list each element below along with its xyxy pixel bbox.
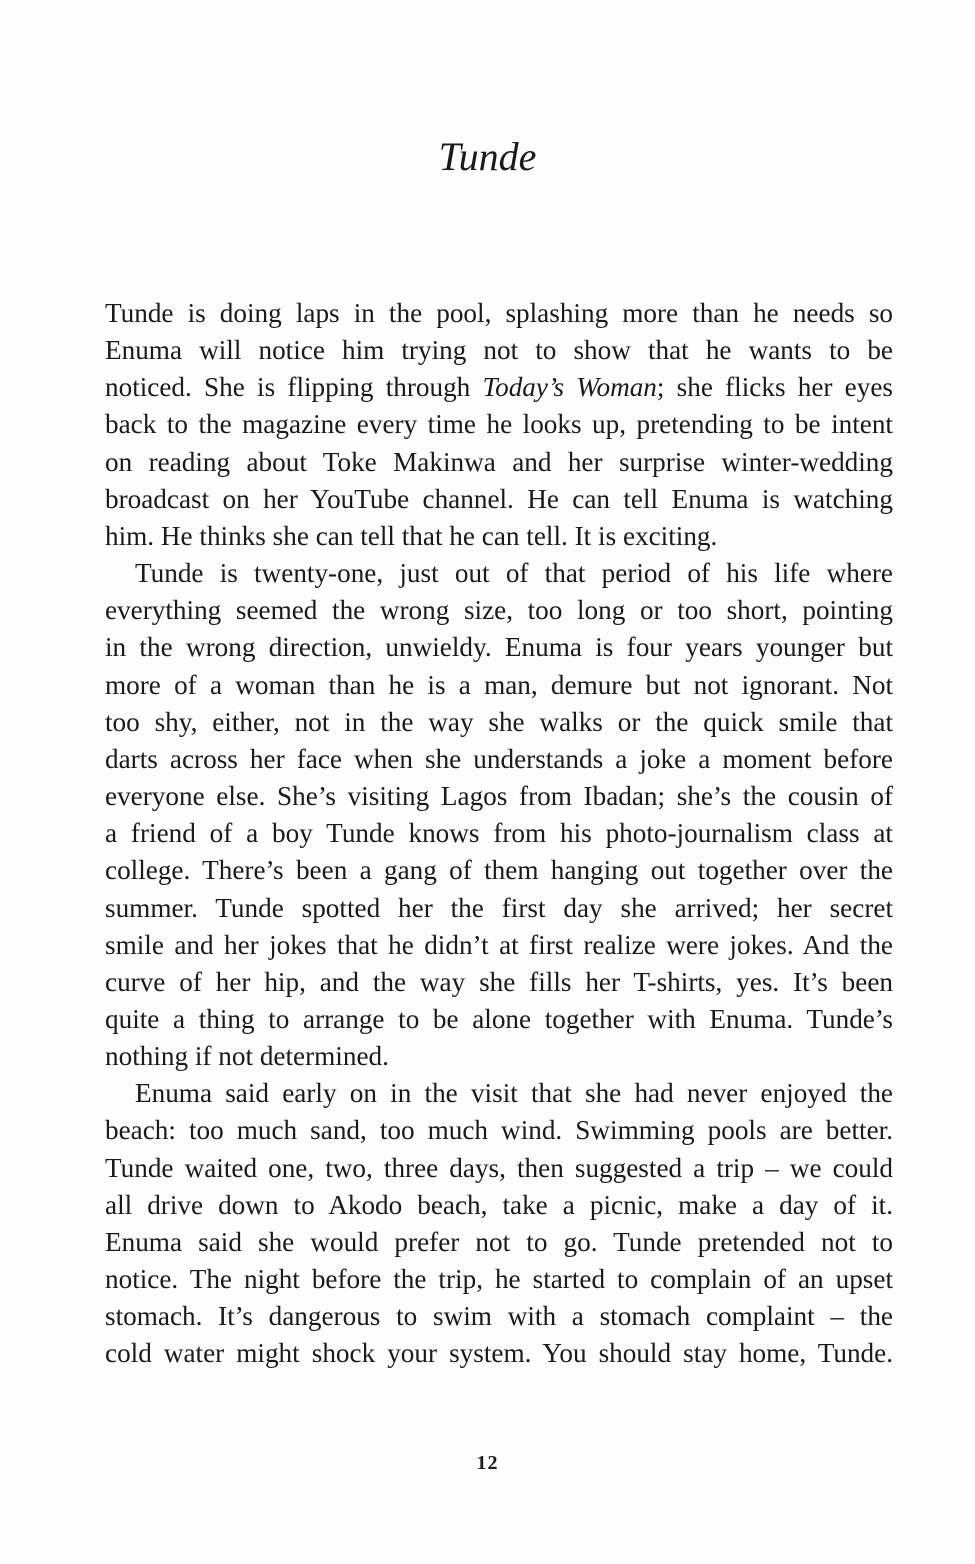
paragraph-3 [105, 1075, 893, 1372]
text-segment: noticed. She is flipping through [105, 372, 483, 403]
text-line: him. He thinks she can tell that he can tell. It is exciting. [105, 520, 718, 551]
paragraph-1 [105, 295, 893, 555]
text-line: a friend of a boy Tunde knows from his photo-journalism class at [105, 818, 893, 849]
text-line: Enuma said she would prefer not to go. Tunde pretended not to [105, 1226, 893, 1257]
page-number: 12 [476, 1452, 499, 1474]
text-line: Enuma said early on in the visit that she had never enjoyed the [135, 1078, 893, 1109]
text-line: in the wrong direction, unwieldy. Enuma is four years younger but [105, 632, 893, 663]
text-line: darts across her face when she understands a joke a moment before [105, 743, 893, 774]
text-line: quite a thing to arrange to be alone together with Enuma. Tunde’s [105, 1003, 893, 1034]
text-line: Tunde waited one, two, three days, then suggested a trip – we could [105, 1152, 893, 1183]
magazine-title: Today’s Woman [482, 372, 657, 403]
text-line: curve of her hip, and the way she fills her T-shirts, yes. It’s been [105, 966, 893, 997]
text-line: beach: too much sand, too much wind. Swimming pools are better. [105, 1115, 893, 1146]
text-line: stomach. It’s dangerous to swim with a stomach complaint – the [105, 1301, 893, 1332]
text-line: nothing if not determined. [105, 1041, 389, 1072]
text-line: college. There’s been a gang of them hanging out together over the [105, 855, 893, 886]
text-line: Tunde is twenty-one, just out of that period of his life where [135, 558, 893, 589]
paragraph-2 [105, 555, 893, 1075]
text-line: smile and her jokes that he didn’t at first realize were jokes. And the [105, 929, 893, 960]
text-line: notice. The night before the trip, he started to complain of an upset [105, 1264, 893, 1295]
text-line: back to the magazine every time he looks up, pretending to be intent [105, 409, 893, 440]
text-line: all drive down to Akodo beach, take a picnic, make a day of it. [105, 1189, 893, 1220]
text-line: broadcast on her YouTube channel. He can tell Enuma is watching [105, 483, 893, 514]
text-line: everyone else. She’s visiting Lagos from Ibadan; she’s the cousin of [105, 781, 893, 812]
text-line: too shy, either, not in the way she walks or the quick smile that [105, 706, 893, 737]
text-line: on reading about Toke Makinwa and her surprise winter-wedding [105, 446, 893, 477]
text-line: Tunde is doing laps in the pool, splashing more than he needs so [105, 298, 893, 328]
text-segment: ; she flicks her eyes [656, 372, 893, 403]
text-line: cold water might shock your system. You should stay home, Tunde. [105, 1338, 893, 1369]
text-line: summer. Tunde spotted her the first day she arrived; her secret [105, 892, 893, 923]
body-text [105, 295, 893, 1373]
text-line-with-title [105, 369, 893, 406]
text-line: everything seemed the wrong size, too long or too short, pointing [105, 595, 893, 626]
text-line: more of a woman than he is a man, demure but not ignorant. Not [105, 669, 893, 700]
text-line: Enuma will notice him trying not to show that he wants to be [105, 335, 893, 366]
chapter-title: Tunde [438, 134, 537, 179]
